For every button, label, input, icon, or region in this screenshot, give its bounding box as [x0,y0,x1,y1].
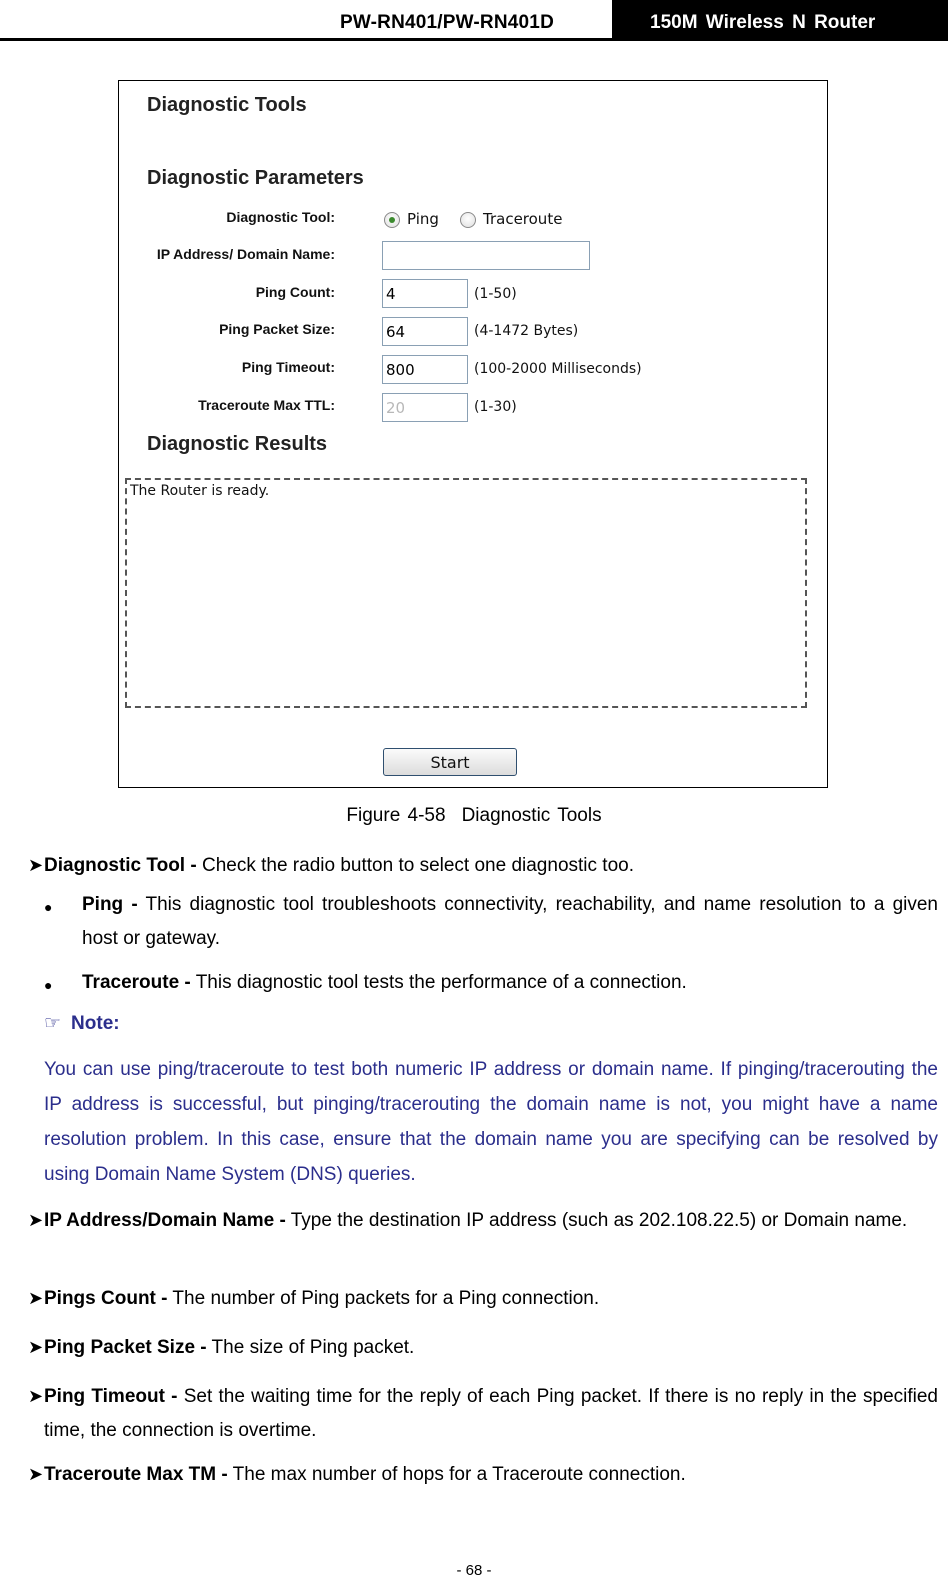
item-ping [82,888,938,956]
item-term: Ping - [82,894,138,915]
label-ping-count: Ping Count: [255,284,335,300]
radio-ping-label: Ping [407,210,439,228]
arrowhead-icon: ➤ [28,1386,44,1406]
packet-size-input[interactable]: 64 [382,317,468,346]
label-ping-timeout: Ping Timeout: [241,359,335,375]
ui-results-heading: Diagnostic Results [147,433,328,455]
start-button[interactable]: Start [383,748,517,776]
packet-size-hint: (4-1472 Bytes) [474,323,579,339]
pointing-hand-icon: ☞ [44,1013,62,1034]
header-product-name: 150M Wireless N Router [612,0,948,40]
bullet-dot-icon: ● [44,977,53,993]
arrowhead-icon: ➤ [28,1210,44,1230]
results-textarea[interactable] [125,478,807,708]
ui-title: Diagnostic Tools [147,94,307,116]
item-ip-domain [44,1204,938,1238]
ping-count-input[interactable]: 4 [382,279,468,308]
max-ttl-input[interactable]: 20 [382,393,468,422]
ping-count-hint: (1-50) [474,286,517,302]
label-max-ttl: Traceroute Max TTL: [198,397,335,413]
radio-traceroute-label: Traceroute [483,210,563,228]
header-rule [0,38,948,41]
label-diagnostic-tool: Diagnostic Tool: [226,209,335,225]
item-traceroute [82,966,938,1000]
item-ping-timeout [44,1380,938,1448]
ip-domain-input[interactable] [382,241,590,270]
bullet-dot-icon: ● [44,899,53,915]
note-heading [44,1012,120,1035]
item-desc: Type the destination IP address (such as 202.108.22.5) or Domain name. [285,1210,908,1231]
item-term: Diagnostic Tool - [44,855,197,876]
item-desc: The max number of hops for a Traceroute connection. [227,1464,686,1485]
item-pings-count [44,1282,938,1316]
arrowhead-icon: ➤ [28,1464,44,1484]
ping-timeout-hint: (100-2000 Milliseconds) [474,361,642,377]
item-packet-size [44,1331,938,1365]
caption-number: Figure 4-58 [346,805,446,826]
figure-caption [0,805,948,827]
ping-timeout-input[interactable]: 800 [382,355,468,384]
item-desc: The size of Ping packet. [206,1337,415,1358]
arrowhead-icon: ➤ [28,855,44,875]
figure-diagnostic-tools [118,80,828,788]
arrowhead-icon: ➤ [28,1337,44,1357]
item-traceroute-max [44,1458,938,1492]
item-desc: Check the radio button to select one diagnostic too. [196,855,634,876]
page-number: - 68 - [456,1562,492,1579]
radio-traceroute[interactable] [460,212,476,228]
label-packet-size: Ping Packet Size: [219,321,335,337]
caption-text: Diagnostic Tools [461,805,602,826]
item-desc: This diagnostic tool troubleshoots connectivity, reachability, and name resolution to a given host or gateway. [82,894,938,949]
item-term: Ping Timeout - [44,1386,178,1407]
arrowhead-icon: ➤ [28,1288,44,1308]
item-desc: This diagnostic tool tests the performance of a connection. [190,972,687,993]
item-term: Traceroute Max TM - [44,1464,228,1485]
radio-ping[interactable] [384,212,400,228]
item-diagnostic-tool [44,849,938,883]
item-desc: Set the waiting time for the reply of each Ping packet. If there is no reply in the specified time, the connection is overtime. [44,1386,938,1441]
results-text: The Router is ready. [130,483,270,499]
item-term: Traceroute - [82,972,191,993]
note-body: You can use ping/traceroute to test both numeric IP address or domain name. If pinging/tracerouting the IP address is successful, but pinging/tracerouting the domain name is not, you might have a name resolution problem. In this case, ensure that the domain name you are specifying can be resolved by using Domain Name System (DNS) queries. [44,1059,938,1185]
note-heading-label: Note: [71,1013,120,1034]
label-ip-domain: IP Address/ Domain Name: [156,246,335,262]
header-model-name: PW-RN401/PW-RN401D [340,12,554,33]
item-desc: The number of Ping packets for a Ping connection. [167,1288,600,1309]
ui-params-heading: Diagnostic Parameters [147,167,364,189]
item-term: IP Address/Domain Name - [44,1210,286,1231]
page-header [0,0,948,42]
item-term: Ping Packet Size - [44,1337,207,1358]
item-term: Pings Count - [44,1288,168,1309]
max-ttl-hint: (1-30) [474,399,517,415]
